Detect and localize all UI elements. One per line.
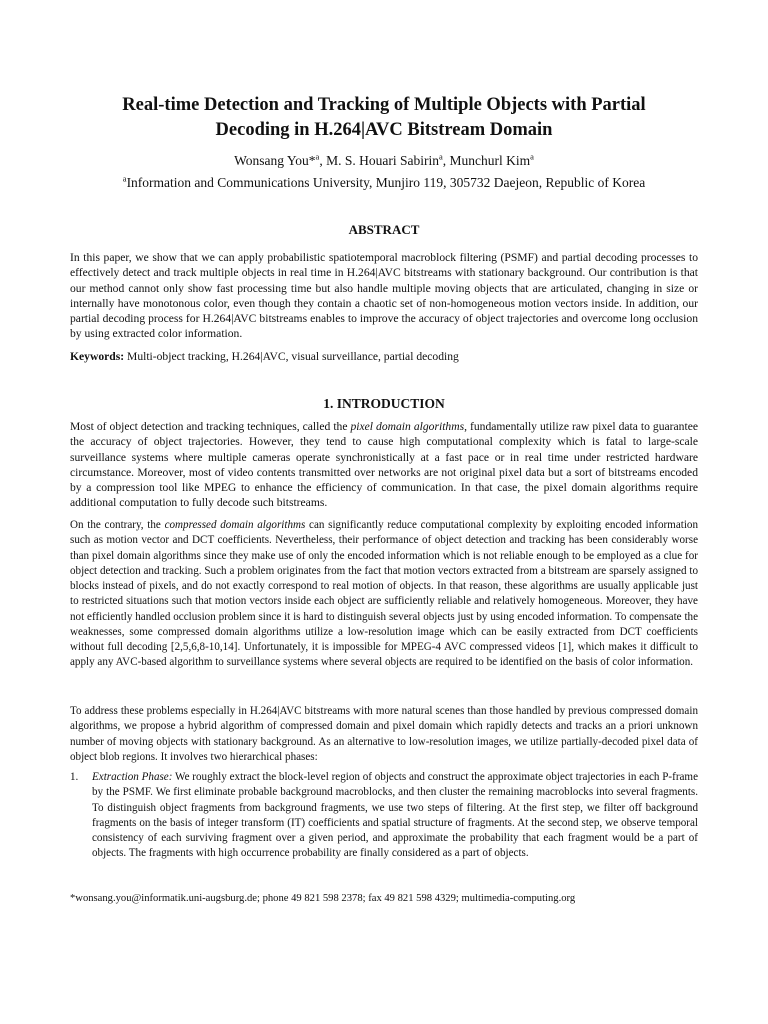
intro-paragraph-3: To address these problems especially in H.264|AVC bitstreams with more natural scenes than those handled by previous compressed domain algorithms, we propose a hybrid algorithm of compressed domain and pixel domain which rapidly detects and tracks an a priori unknown number of moving objects with stationary background. As an alternative to low-resolution images, we utilize partially-decoded pixel data of object blob regions. It involves two hierarchical phases: [70,705,698,763]
author-separator: , [442,153,450,168]
section-heading-introduction: 1. INTRODUCTION [323,396,445,411]
author-2-affil-mark: a [438,151,443,162]
author-3: Munchurl Kim [449,153,531,168]
paragraph-text: , fundamentally utilize raw pixel data to guarantee the accuracy of object trajectories. However, they tend to cause high computational complexity which is fatal to large-scale surveillance systems where multiple cameras operate synchronistically at a fast pace or in real time under restricted hardware circumstance. Moreover, most of video contents transmitted over networks are not original pixel data but a sort of bitstreams encoded by a compression tool like MPEG to enhance the efficiency of communication. In that case, the pixel domain algorithms require additional computation to fully decode such bitstreams. [70,420,698,510]
author-1: Wonsang You* [234,153,316,168]
author-separator: , [319,153,327,168]
affiliation-mark: a [122,173,127,184]
author-3-affil-mark: a [530,151,534,162]
affiliation-text: Information and Communications University, Munjiro 119, 305732 Daejeon, Republic of Korea [126,175,646,190]
paper-title [0,93,768,143]
intro-paragraph-1 [70,419,698,511]
keywords-label: Keywords: [70,350,125,363]
list-item-text [92,770,698,862]
paragraph-text: Most of object detection and tracking techniques, called the [70,420,351,433]
intro-paragraph-2 [70,518,698,671]
author-list [0,152,768,170]
paragraph-text: On the contrary, the [70,519,165,531]
keywords-text: Multi-object tracking, H.264|AVC, visual surveillance, partial decoding [124,350,459,363]
emphasis-term: compressed domain algorithms [164,519,306,531]
list-item-body: We roughly extract the block-level region of objects and construct the approximate object trajectories in each P-frame by the PSMF. We first eliminate probable background macroblocks, and then cluster the remaining macroblocks into several fragments. To distinguish object fragments from background fragments, we use two steps of filtering. At the first step, we filter off background fragments on the basis of integer transform (IT) coefficients and spatial structure of fragments. At the second step, we observe temporal consistency of each surviving fragment over a given period, and approximate the probability that each fragment would be a part of objects. The fragments with high occurrence probability are finally considered as a part of objects. [92,771,698,860]
affiliation [0,174,768,192]
list-item [70,770,698,862]
keywords-line [70,349,698,364]
emphasis-term: pixel domain algorithms [350,420,465,433]
footnote: *wonsang.you@informatik.uni-augsburg.de; phone 49 821 598 2378; fax 49 821 598 4329; multimedia-computing.org [70,893,576,904]
list-item-number: 1. [70,771,79,783]
list-item-heading: Extraction Phase: [92,771,173,783]
author-2: M. S. Houari Sabirin [326,153,439,168]
abstract-body: In this paper, we show that we can apply probabilistic spatiotemporal macroblock filtering (PSMF) and partial decoding processes to effectively detect and track multiple objects in real time in H.264|AVC bitstreams with stationary background. Our contribution is that our method cannot only show fast processing time but also handle multiple moving objects that are articulated, changing in size or internally have monotonous color, even though they contain a chaotic set of non-homogeneous motion vectors inside. In addition, our partial decoding process for H.264|AVC bitstreams enables to improve the accuracy of object trajectories and overcome long occlusion by using extracted color information. [70,251,698,341]
title-line-1: Real-time Detection and Tracking of Multiple Objects with Partial [122,95,646,115]
title-line-2: Decoding in H.264|AVC Bitstream Domain [215,120,553,140]
author-1-affil-mark: a [315,151,320,162]
abstract-heading: ABSTRACT [348,222,420,237]
paragraph-text: can significantly reduce computational complexity by exploiting encoded information such as motion vector and DCT coefficients. Nevertheless, their performance of object detection and tracking has been considerably worse than pixel domain algorithms since they make use of only the encoded information which is not reliable enough to be employed as a clue for object detection and tracking. Such a problem originates from the fact that motion vectors extracted from a bitstream are sparsely assigned to blocks instead of pixels, and do not exactly correspond to real motion of objects. In that reason, these algorithms are usually applicable just to restricted situations such that motion vectors inside each object are sufficiently reliable and relatively homogeneous. Moreover, they have not efficiently handled occlusion problem since it is hard to distinguish several objects just by using encoded information. To compensate the weaknesses, some compressed domain algorithms utilize a low-resolution image which can be easily extracted from DCT coefficients without full decoding [2,5,6,8-10,14]. Unfortunately, it is impossible for MPEG-4 AVC compressed videos [1], which makes it difficult to apply any AVC-based algorithm to surveillance systems where several objects are required to be identified on the basis of color information. [70,519,698,669]
